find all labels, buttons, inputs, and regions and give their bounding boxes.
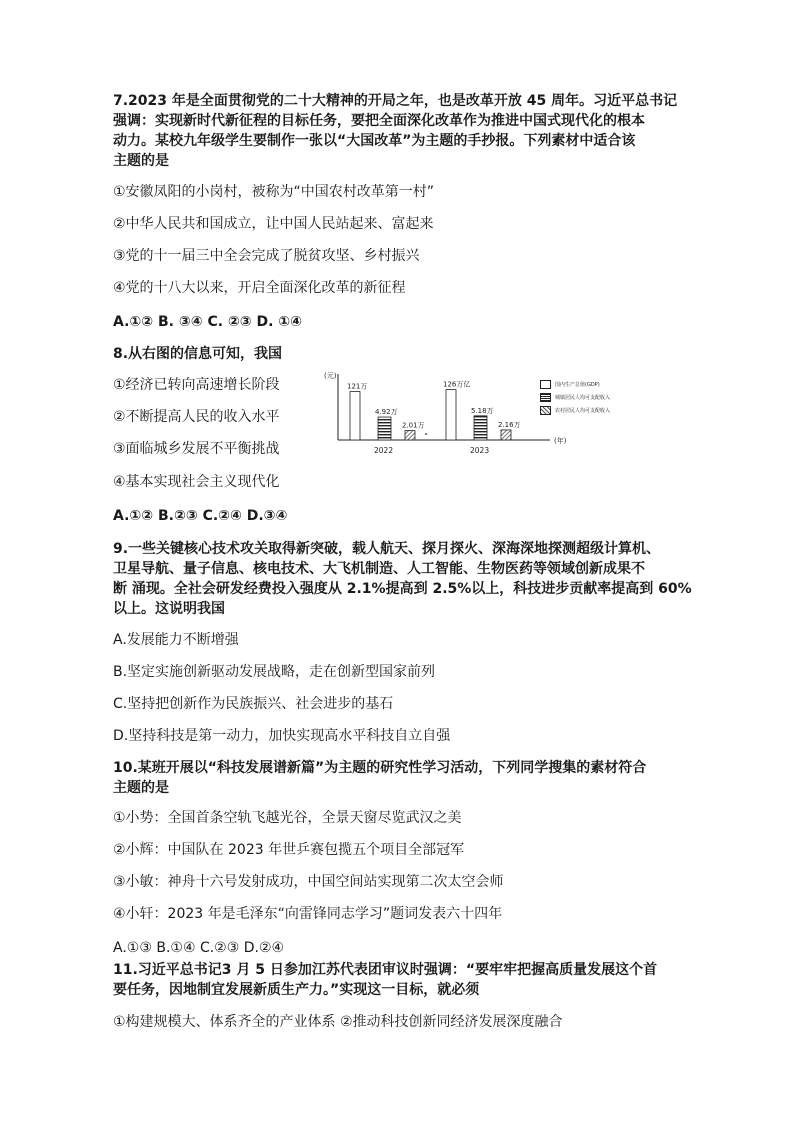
q10-stem-line2: 主题的是 [113, 780, 169, 796]
bar-urban-2023 [474, 416, 487, 440]
bar-gdp-2023 [446, 390, 456, 440]
q11-stem-line1: 11.习近平总书记3 月 5 日参加江苏代表团审议时强调：“要牢牢把握高质量发展这个首 [113, 962, 658, 978]
q10-options: A.①③ B.①④ C.②③ D.②④ [113, 940, 285, 956]
bar-gdp-2022 [350, 392, 360, 440]
q8-item-4: ④基本实现社会主义现代化 [113, 474, 280, 490]
q7-item-1: ①安徽凤阳的小岗村，被称为“中国农村改革第一村” [113, 184, 435, 200]
tick-label-2022: 2022 [374, 446, 394, 455]
legend-label-gdp: 国内生产总值(GDP) [555, 382, 600, 388]
q7-stem-line4: 主题的是 [113, 153, 169, 169]
tick-label-2023: 2023 [470, 446, 490, 455]
bar-rural-2023 [501, 430, 511, 440]
data-label-rural-2023: 2.16万 [498, 420, 521, 429]
x-axis-label: (年) [554, 437, 567, 445]
data-label-urban-2023: 5.18万 [471, 406, 494, 415]
q9-stem-line1: 9.一些关键核心技术攻关取得新突破，载人航天、探月探火、深海深地探测超级计算机、 [113, 541, 661, 557]
q9-option-b: B.坚定实施创新驱动发展战略，走在创新型国家前列 [113, 664, 436, 680]
q7-item-4: ④党的十八大以来，开启全面深化改革的新征程 [113, 280, 406, 296]
q7-stem-line3: 动力。某校九年级学生要制作一张以“大国改革”为主题的手抄报。下列素材中适合该 [113, 133, 636, 149]
data-label-gdp-2023: 126万亿 [443, 380, 471, 389]
q9-stem-line3: 断 涌现。全社会研发经费投入强度从 2.1%提高到 2.5%以上，科技进步贡献率提高到 60% [113, 581, 692, 597]
q11-items: ①构建规模大、体系齐全的产业体系 ②推动科技创新同经济发展深度融合 [113, 1014, 563, 1030]
bar-rural-2022 [405, 431, 415, 440]
dot-mark [425, 433, 427, 435]
q7-stem-line2: 强调：实现新时代新征程的目标任务，要把全面深化改革作为推进中国式现代化的根本 [113, 113, 645, 129]
legend-item-rural [540, 404, 650, 417]
bar-urban-2022 [378, 417, 391, 440]
data-label-urban-2022: 4.92万 [375, 408, 398, 417]
legend-item-gdp [540, 378, 650, 391]
q8-stem: 8.从右图的信息可知，我国 [113, 346, 283, 362]
q9-option-d: D.坚持科技是第一动力，加快实现高水平科技自立自强 [113, 728, 451, 744]
legend-item-urban [540, 391, 650, 404]
legend-label-urban: 城镇居民人均可支配收入 [555, 395, 611, 401]
q10-item-2: ②小辉：中国队在 2023 年世乒赛包揽五个项目全部冠军 [113, 842, 465, 858]
q9-option-c: C.坚持把创新作为民族振兴、社会进步的基石 [113, 696, 394, 712]
data-label-rural-2022: 2.01万 [402, 421, 425, 430]
q9-stem-line4: 以上。这说明我国 [113, 601, 225, 617]
q7-options: A.①② B. ③④ C. ②③ D. ①④ [113, 314, 303, 330]
q10-item-3: ③小敏：神舟十六号发射成功，中国空间站实现第二次太空会师 [113, 874, 504, 890]
q10-item-4: ④小轩：2023 年是毛泽东“向雷锋同志学习”题词发表六十四年 [113, 906, 503, 922]
y-axis-label: (元) [324, 372, 337, 380]
q9-stem-line2: 卫星导航、量子信息、核电技术、大飞机制造、人工智能、生物医药等领域创新成果不 [113, 561, 645, 577]
legend-swatch-urban [540, 393, 551, 402]
q7-item-2: ②中华人民共和国成立，让中国人民站起来、富起来 [113, 216, 434, 232]
legend-swatch-rural [540, 406, 551, 415]
q8-item-3: ③面临城乡发展不平衡挑战 [113, 441, 280, 457]
q8-item-1: ①经济已转向高速增长阶段 [113, 377, 280, 393]
q8-item-2: ②不断提高人民的收入水平 [113, 409, 280, 425]
q11-stem-line2: 要任务，因地制宜发展新质生产力。”实现这一目标，就必须 [113, 982, 480, 998]
chart-legend [540, 378, 650, 417]
q9-option-a: A.发展能力不断增强 [113, 632, 239, 648]
q10-item-1: ①小势：全国首条空轨飞越光谷，全景天窗尽览武汉之美 [113, 810, 462, 826]
q7-item-3: ③党的十一届三中全会完成了脱贫攻坚、乡村振兴 [113, 248, 420, 264]
q8-options: A.①② B.②③ C.②④ D.③④ [113, 508, 288, 524]
q7-stem-line1: 7.2023 年是全面贯彻党的二十大精神的开局之年，也是改革开放 45 周年。习近平总书记 [113, 93, 678, 109]
legend-label-rural: 农村居民人均可支配收入 [555, 408, 611, 414]
q10-stem-line1: 10.某班开展以“科技发展谱新篇”为主题的研究性学习活动，下列同学搜集的素材符合 [113, 760, 647, 776]
data-label-gdp-2022: 121万 [347, 382, 368, 391]
legend-swatch-gdp [540, 380, 551, 389]
